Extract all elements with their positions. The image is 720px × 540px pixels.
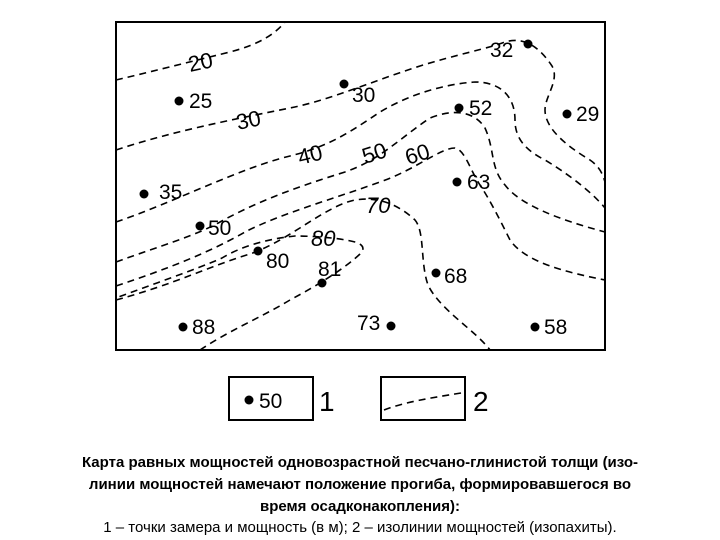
point-label-29: 29 bbox=[576, 103, 600, 126]
legend-isoline-box bbox=[381, 377, 465, 420]
point-marker-73 bbox=[387, 322, 396, 331]
isoline-label-40: 40 bbox=[295, 139, 325, 170]
isoline-label-80: 80 bbox=[311, 226, 336, 251]
caption-line-3: время осадконакопления): bbox=[259, 498, 460, 515]
point-label-81: 81 bbox=[318, 258, 342, 281]
isoline-60 bbox=[116, 148, 605, 286]
isoline-label-50: 50 bbox=[358, 137, 390, 169]
isoline-80 bbox=[116, 236, 363, 350]
isoline-50 bbox=[116, 113, 605, 262]
point-label-50: 50 bbox=[208, 217, 232, 240]
point-marker-30 bbox=[340, 80, 349, 89]
map-caption-title bbox=[20, 452, 700, 518]
caption-line-2: линии мощностей намечают положение прогиба, формировавшегося во bbox=[88, 476, 632, 493]
legend-point-marker bbox=[245, 396, 254, 405]
point-label-32: 32 bbox=[490, 39, 514, 62]
point-label-63: 63 bbox=[467, 171, 491, 194]
point-label-68: 68 bbox=[444, 265, 468, 288]
point-label-52: 52 bbox=[469, 97, 493, 120]
legend bbox=[229, 377, 489, 420]
point-marker-29 bbox=[563, 110, 572, 119]
point-marker-88 bbox=[179, 323, 188, 332]
legend-isoline-sample bbox=[384, 393, 461, 410]
point-label-25: 25 bbox=[189, 90, 213, 113]
point-marker-25 bbox=[175, 97, 184, 106]
point-marker-80 bbox=[254, 247, 263, 256]
isoline-label-30: 30 bbox=[233, 105, 263, 135]
point-marker-68 bbox=[432, 269, 441, 278]
point-marker-35 bbox=[140, 190, 149, 199]
point-label-88: 88 bbox=[192, 316, 216, 339]
point-label-58: 58 bbox=[544, 316, 568, 339]
point-marker-52 bbox=[455, 104, 464, 113]
map-caption-legend: 1 – точки замера и мощность (в м); 2 – изолинии мощностей (изопахиты). bbox=[103, 519, 617, 536]
isoline-label-60: 60 bbox=[401, 138, 433, 170]
isoline-label-70: 70 bbox=[366, 193, 391, 218]
point-marker-58 bbox=[531, 323, 540, 332]
legend-key-2: 2 bbox=[473, 386, 489, 417]
isoline-label-20: 20 bbox=[185, 47, 215, 77]
legend-point-value: 50 bbox=[259, 390, 283, 413]
point-label-30: 30 bbox=[352, 84, 376, 107]
point-marker-63 bbox=[453, 178, 462, 187]
legend-key-1: 1 bbox=[319, 386, 335, 417]
caption-line-1: Карта равных мощностей одновозрастной песчано-глинистой толщи (изо- bbox=[81, 454, 639, 471]
point-label-80: 80 bbox=[266, 250, 290, 273]
point-label-35: 35 bbox=[159, 181, 183, 204]
point-marker-32 bbox=[524, 40, 533, 49]
point-label-73: 73 bbox=[357, 312, 381, 335]
point-marker-50 bbox=[196, 222, 205, 231]
